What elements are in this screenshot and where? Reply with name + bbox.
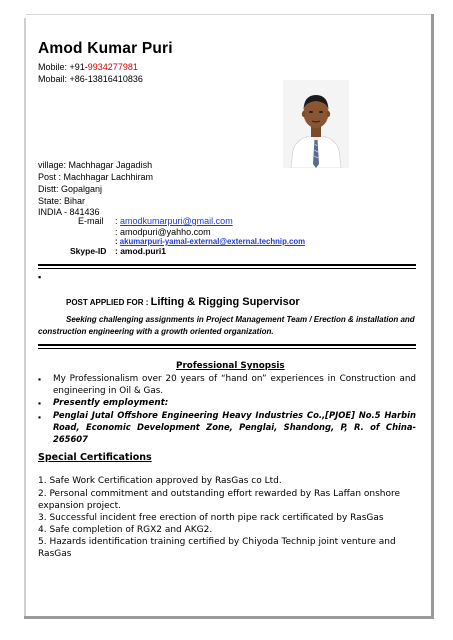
certification-item-4: 4. Safe completion of RGX2 and AKG2.	[38, 525, 213, 535]
synopsis-bullet-1: ▪	[38, 374, 42, 384]
page-border-bottom	[24, 616, 434, 619]
mobile-label: Mobile: +91-	[38, 62, 88, 72]
synopsis-heading: Professional Synopsis	[176, 361, 285, 371]
page-border-top	[26, 14, 434, 15]
skype-id: : amod.puri1	[115, 246, 167, 256]
skype-label: Skype-ID	[70, 246, 107, 256]
post-applied-prefix: POST APPLIED FOR :	[66, 298, 151, 307]
person-photo-icon	[283, 80, 349, 168]
divider-top	[38, 264, 416, 266]
certifications-heading: Special Certifications	[38, 452, 152, 463]
address-country-pin: INDIA - 841436	[38, 207, 100, 217]
page-border-left	[24, 18, 26, 618]
email-secondary: : amodpuri@yahho.com	[115, 227, 211, 237]
divider-middle	[38, 344, 416, 346]
synopsis-item-employer: Penglai Jutal Offshore Engineering Heavy Industries Co.,[PJOE] No.5 Harbin Road, Economic Development Zone, Penglai, Shandong, P, R. of China-265607	[53, 410, 416, 444]
email-technip-prefix: :	[115, 237, 120, 246]
certification-item-2: 2. Personal commitment and outstanding effort rewarded by Ras Laffan onshore expansion project.	[38, 489, 401, 511]
mobail-line: Mobail: +86-13816410836	[38, 74, 143, 84]
email-technip-link[interactable]: akumarpuri-yamal-external@external.technip.com	[119, 237, 306, 246]
certification-item-1: 1. Safe Work Certification approved by RasGas co Ltd.	[38, 476, 282, 486]
page-border-right	[431, 14, 434, 618]
empty-bullet: ▪	[38, 272, 42, 282]
career-objective	[38, 314, 416, 338]
person-photo	[283, 80, 349, 168]
email-primary-link[interactable]: amodkumarpuri@gmail.com	[120, 216, 233, 226]
email-primary-line	[115, 216, 233, 226]
post-applied	[66, 292, 300, 310]
career-objective-text: Seeking challenging assignments in Project Management Team / Erection & installation and construction engineering with a growth oriented organization.	[38, 315, 415, 336]
synopsis-bullet-3: ▪	[38, 412, 42, 422]
divider-middle-thin	[38, 348, 416, 349]
candidate-name: Amod Kumar Puri	[38, 40, 173, 57]
post-applied-title: Lifting & Rigging Supervisor	[150, 296, 300, 308]
mobile-number: 9934277981	[87, 62, 138, 72]
address-state: State: Bihar	[38, 196, 86, 206]
synopsis-bullet-2: ▪	[38, 398, 42, 408]
address-post: Post : Machhagar Lachhiram	[38, 172, 154, 182]
email-primary-prefix: :	[115, 216, 121, 226]
mobile-line	[38, 62, 138, 72]
certification-item-5: 5. Hazards identification training certified by Chiyoda Technip joint venture and RasGas	[38, 537, 396, 559]
email-technip-line	[115, 237, 305, 246]
divider-top-thin	[38, 268, 416, 269]
address-distt: Distt: Gopalganj	[38, 184, 103, 194]
email-label: E-mail	[78, 216, 104, 226]
address-village: village: Machhagar Jagadish	[38, 160, 153, 170]
synopsis-item-employment: Presently employment:	[53, 398, 169, 408]
synopsis-item-experience: My Professionalism over 20 years of “hand on” experiences in Construction and engineering in Oil & Gas.	[53, 374, 416, 396]
certification-item-3: 3. Successful incident free erection of north pipe rack certificated by RasGas	[38, 513, 384, 523]
